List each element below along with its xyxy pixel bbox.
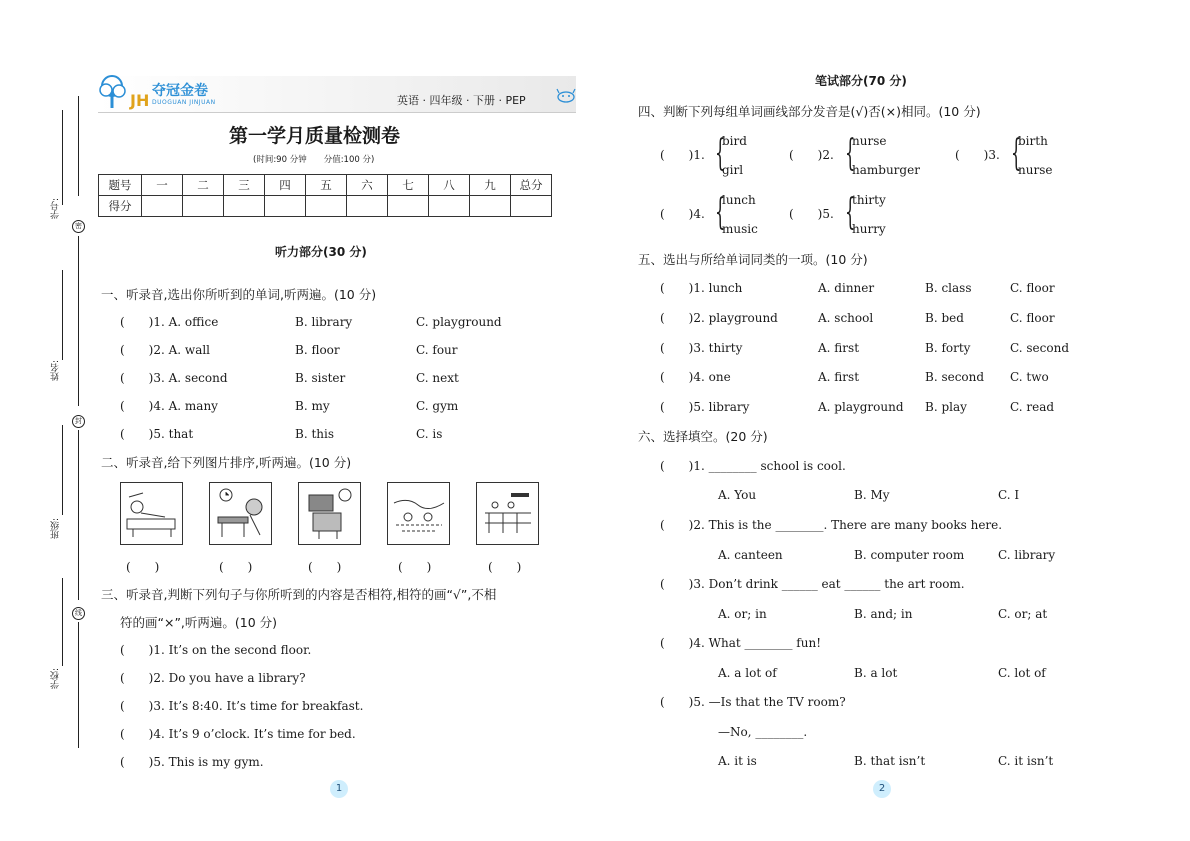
question-item: ( )5. This is my gym.: [120, 755, 264, 769]
score-header-cell: 七: [388, 175, 429, 196]
section-5-title: 五、选出与所给单词同类的一项。(10 分): [638, 252, 868, 267]
option-b: B. play: [925, 400, 967, 414]
blank-line: [62, 110, 63, 205]
option-b: B. my: [295, 399, 330, 413]
option-b: B. second: [925, 370, 985, 384]
section-3-title-cont: 符的画“×”,听两遍。(10 分): [120, 615, 278, 630]
option-a: A. school: [818, 311, 874, 325]
question-number: ( )4.: [660, 207, 705, 221]
word-bottom: girl: [722, 163, 744, 177]
brand-subtitle: DUOGUAN JINJUAN: [152, 99, 216, 106]
option-b: B. class: [925, 281, 972, 295]
option-b: B. bed: [925, 311, 964, 325]
question-item-cont: —No, ________.: [718, 725, 808, 739]
score-header-cell: 总分: [511, 175, 552, 196]
question-number: ( )1.: [660, 148, 705, 162]
option-a: A. You: [718, 488, 757, 502]
question-item: ( )2. A. wall: [120, 343, 211, 357]
picture-frame: [209, 482, 272, 545]
picture-frame: [298, 482, 361, 545]
word-bottom: music: [722, 222, 758, 236]
option-a: A. a lot of: [718, 666, 777, 680]
option-c: C. second: [1010, 341, 1069, 355]
picture-order-blank[interactable]: ( ): [308, 560, 342, 574]
score-header-cell: 四: [265, 175, 306, 196]
question-item: ( )3. It’s 8:40. It’s time for breakfast.: [120, 699, 364, 713]
option-b: B. forty: [925, 341, 971, 355]
section-1-title: 一、听录音,选出你所听到的单词,听两遍。(10 分): [101, 287, 377, 302]
binding-line: [78, 622, 79, 748]
blank-line: [62, 425, 63, 515]
written-title: 笔试部分(70 分): [815, 74, 907, 88]
question-item: ( )5. that: [120, 427, 194, 441]
seal-mark: 封: [72, 415, 85, 428]
seal-mark: 密: [72, 220, 85, 233]
question-item: ( )2. This is the ________. There are many books here.: [660, 518, 1003, 532]
word-bottom: nurse: [1018, 163, 1053, 177]
option-c: C. two: [1010, 370, 1049, 384]
classroom-picture-icon: [477, 483, 538, 544]
option-c: C. it isn’t: [998, 754, 1054, 768]
picture-order-blank[interactable]: ( ): [488, 560, 522, 574]
question-item: ( )3. Don’t drink ______ eat ______ the art room.: [660, 577, 965, 591]
word-top: thirty: [852, 193, 886, 207]
question-item: ( )1. A. office: [120, 315, 219, 329]
tree-logo-icon: [98, 72, 152, 112]
question-item: ( )1. It’s on the second floor.: [120, 643, 312, 657]
word-top: nurse: [852, 134, 887, 148]
score-input-cell[interactable]: [142, 196, 183, 217]
option-b: B. computer room: [854, 548, 965, 562]
binding-line: [78, 236, 79, 406]
option-b: B. that isn’t: [854, 754, 926, 768]
picture-order-blank[interactable]: ( ): [398, 560, 432, 574]
brace: {: [845, 133, 856, 174]
option-a: A. playground: [818, 400, 904, 414]
score-header-cell: 六: [347, 175, 388, 196]
option-a: A. dinner: [818, 281, 875, 295]
brace: {: [1011, 133, 1022, 174]
word-top: birth: [1018, 134, 1048, 148]
gym-picture-icon: [388, 483, 449, 544]
picture-frame: [120, 482, 183, 545]
option-c: C. is: [416, 427, 443, 441]
option-c: C. playground: [416, 315, 502, 329]
score-header-cell: 一: [142, 175, 183, 196]
question-number: ( )3.: [955, 148, 1000, 162]
score-header-row: [99, 175, 552, 196]
seal-mark: 线: [72, 607, 85, 620]
option-a: A. first: [818, 370, 860, 384]
option-b: B. My: [854, 488, 890, 502]
score-input-cell[interactable]: [183, 196, 224, 217]
option-c: C. four: [416, 343, 458, 357]
word-top: bird: [722, 134, 747, 148]
picture-frame: [476, 482, 539, 545]
question-item: ( )4. What ________ fun!: [660, 636, 822, 650]
word-top: lunch: [722, 193, 756, 207]
brand-logo: 夺冠金卷: [152, 83, 208, 99]
option-c: C. gym: [416, 399, 459, 413]
blank-line: [62, 578, 63, 666]
section-4-title: 四、判断下列每组单词画线部分发音是(√)否(×)相同。(10 分): [638, 104, 981, 119]
option-a: A. canteen: [718, 548, 783, 562]
option-b: B. and; in: [854, 607, 913, 621]
name-label: 姓名:: [51, 360, 61, 382]
option-c: C. floor: [1010, 281, 1055, 295]
score-input-cell[interactable]: [306, 196, 347, 217]
option-c: C. or; at: [998, 607, 1048, 621]
section-6-title: 六、选择填空。(20 分): [638, 429, 768, 444]
option-c: C. library: [998, 548, 1056, 562]
question-item: ( )1. lunch: [660, 281, 743, 295]
binding-line: [78, 96, 79, 196]
option-c: C. I: [998, 488, 1020, 502]
svg-text:JH: JH: [130, 91, 150, 110]
question-number: ( )5.: [789, 207, 834, 221]
study-picture-icon: [299, 483, 360, 544]
question-item: ( )5. —Is that the TV room?: [660, 695, 846, 709]
blank-line: [62, 270, 63, 360]
mascot-icon: [555, 88, 577, 104]
option-b: B. sister: [295, 371, 346, 385]
breakfast-picture-icon: [210, 483, 271, 544]
page-number: 1: [330, 780, 348, 798]
option-b: B. this: [295, 427, 334, 441]
sleeping-picture-icon: [121, 483, 182, 544]
exam-subtitle: (时间:90 分钟 分值:100 分): [253, 155, 375, 165]
brace: {: [715, 133, 726, 174]
question-item: ( )3. A. second: [120, 371, 228, 385]
score-row-label: 得分: [99, 196, 142, 217]
option-b: B. floor: [295, 343, 340, 357]
question-item: ( )1. ________ school is cool.: [660, 459, 846, 473]
score-input-cell[interactable]: [347, 196, 388, 217]
question-item: ( )2. Do you have a library?: [120, 671, 306, 685]
binding-line: [78, 430, 79, 600]
option-b: B. library: [295, 315, 353, 329]
student-number-label: 学号:: [51, 198, 61, 220]
score-input-cell[interactable]: [511, 196, 552, 217]
score-input-cell[interactable]: [429, 196, 470, 217]
school-label: 学校:: [51, 668, 61, 690]
option-c: C. floor: [1010, 311, 1055, 325]
option-c: C. lot of: [998, 666, 1046, 680]
section-3-title: 三、听录音,判断下列句子与你所听到的内容是否相符,相符的画“√”,不相: [101, 587, 497, 602]
series-label: 英语 · 四年级 · 下册 · PEP: [397, 94, 526, 107]
question-item: ( )3. thirty: [660, 341, 743, 355]
word-bottom: hurry: [852, 222, 886, 236]
brace: {: [715, 192, 726, 233]
score-input-cell[interactable]: [224, 196, 265, 217]
question-item: ( )4. one: [660, 370, 731, 384]
class-label: 班级:: [51, 518, 61, 540]
section-2-title: 二、听录音,给下列图片排序,听两遍。(10 分): [101, 455, 352, 470]
picture-order-blank[interactable]: ( ): [219, 560, 253, 574]
score-header-cell: 二: [183, 175, 224, 196]
score-header-cell: 三: [224, 175, 265, 196]
score-value-row: [99, 196, 552, 217]
page-number: 2: [873, 780, 891, 798]
score-input-cell[interactable]: [388, 196, 429, 217]
picture-frame: [387, 482, 450, 545]
question-item: ( )4. It’s 9 o’clock. It’s time for bed.: [120, 727, 356, 741]
page-title: 第一学月质量检测卷: [229, 125, 401, 147]
score-table: [98, 174, 552, 217]
picture-order-blank[interactable]: ( ): [126, 560, 160, 574]
option-b: B. a lot: [854, 666, 898, 680]
score-header-cell: 八: [429, 175, 470, 196]
option-a: A. first: [818, 341, 860, 355]
option-c: C. read: [1010, 400, 1055, 414]
brace: {: [845, 192, 856, 233]
option-c: C. next: [416, 371, 459, 385]
question-item: ( )4. A. many: [120, 399, 218, 413]
score-header-cell: 五: [306, 175, 347, 196]
question-number: ( )2.: [789, 148, 834, 162]
question-item: ( )2. playground: [660, 311, 778, 325]
score-header-cell: 九: [470, 175, 511, 196]
score-header-cell: 题号: [99, 175, 142, 196]
word-bottom: hamburger: [852, 163, 920, 177]
score-input-cell[interactable]: [265, 196, 306, 217]
option-a: A. it is: [718, 754, 757, 768]
score-input-cell[interactable]: [470, 196, 511, 217]
option-a: A. or; in: [718, 607, 767, 621]
question-item: ( )5. library: [660, 400, 750, 414]
listening-title: 听力部分(30 分): [275, 245, 367, 259]
